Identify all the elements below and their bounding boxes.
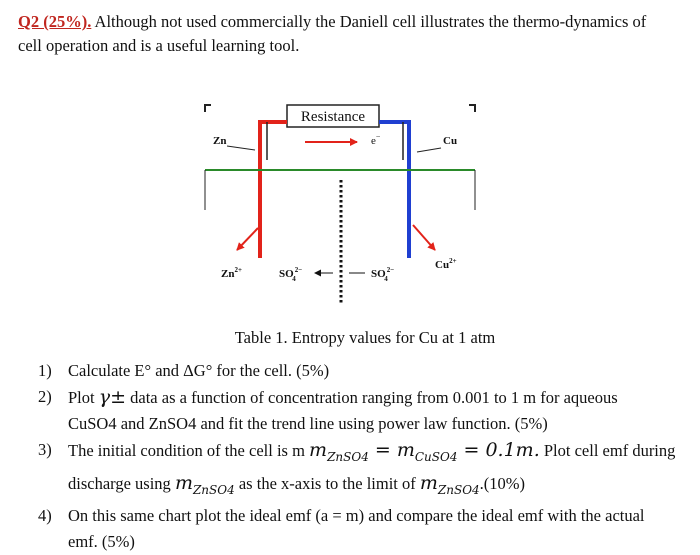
question-text-line2-post: .(10%) <box>479 473 526 493</box>
zn-electrode-label: Zn <box>213 135 227 147</box>
question-text-line2: emf. (5%) <box>68 531 135 551</box>
wire-right <box>379 122 409 258</box>
molality-zn: $m_{ZnSO4}$ <box>309 439 369 464</box>
cu-ion-arrow <box>413 225 435 250</box>
question-number: 2) <box>38 387 52 406</box>
resistance-label: Resistance <box>300 109 366 125</box>
question-number: 3) <box>38 440 52 459</box>
gamma-symbol: γ± <box>98 386 127 408</box>
zn-pointer-line <box>227 146 255 150</box>
intro-line-2: cell operation and is a useful learning tool. <box>18 36 300 55</box>
equals-sign: = <box>368 439 397 461</box>
question-item-1 <box>28 358 688 384</box>
sulfate-left-label: $SO^{2-}$ 4 <box>279 266 303 283</box>
question-intro <box>18 10 683 58</box>
table-caption <box>0 328 700 348</box>
zn-ion-arrow <box>237 228 258 250</box>
zn-ion-label: $Zn^{2+}$ <box>221 266 242 280</box>
question-item-3 <box>28 437 688 503</box>
question-text: On this same chart plot the ideal emf (a = m) and compare the ideal emf with the actual <box>68 505 645 525</box>
beaker-left-corner <box>205 105 211 112</box>
question-text-post: Plot cell emf during <box>539 441 676 460</box>
cu-pointer-line <box>417 148 441 152</box>
wire-left <box>260 122 287 258</box>
question-text-line2-mid: as the x-axis to the limit of <box>234 473 420 493</box>
question-text-pre: The initial condition of the cell is m <box>68 441 310 460</box>
question-number: 4) <box>38 505 52 525</box>
question-item-2 <box>28 384 688 437</box>
question-text-line2-pre: discharge using <box>68 473 175 493</box>
question-text-pre: Plot <box>68 388 99 407</box>
question-number: 1) <box>38 361 52 380</box>
molality-cu: $m_{CuSO4}$ <box>396 439 458 464</box>
daniell-cell-svg <box>195 100 485 310</box>
question-label: Q2 (25%). <box>18 12 92 31</box>
question-item-4 <box>28 503 688 555</box>
question-text: Calculate E° and ΔG° for the cell. (5%) <box>68 361 330 380</box>
beaker-right-corner <box>469 105 475 112</box>
question-text-post: data as a function of concentration ranging from 0.001 to 1 m for aqueous <box>126 388 618 407</box>
cu-ion-label: $Cu^{2+}$ <box>435 257 457 271</box>
molality-value: = 0.1m. <box>457 439 540 461</box>
sulfate-right-label: $SO^{2-}$ 4 <box>371 266 395 283</box>
electron-label: e− <box>371 132 381 147</box>
intro-line-1: Although not used commercially the Daniell cell illustrates the thermo-dynamics of <box>91 12 647 31</box>
cu-electrode-label: Cu <box>443 135 458 147</box>
question-list <box>28 358 688 555</box>
molality-zn-limit: $m_{ZnSO4}$ <box>419 471 480 497</box>
daniell-cell-diagram <box>195 100 485 310</box>
molality-zn-axis: $m_{ZnSO4}$ <box>174 471 235 497</box>
question-text-line2: CuSO4 and ZnSO4 and fit the trend line using power law function. (5%) <box>68 414 548 433</box>
table-caption-text: Table 1. Entropy values for Cu at 1 atm <box>234 328 496 347</box>
